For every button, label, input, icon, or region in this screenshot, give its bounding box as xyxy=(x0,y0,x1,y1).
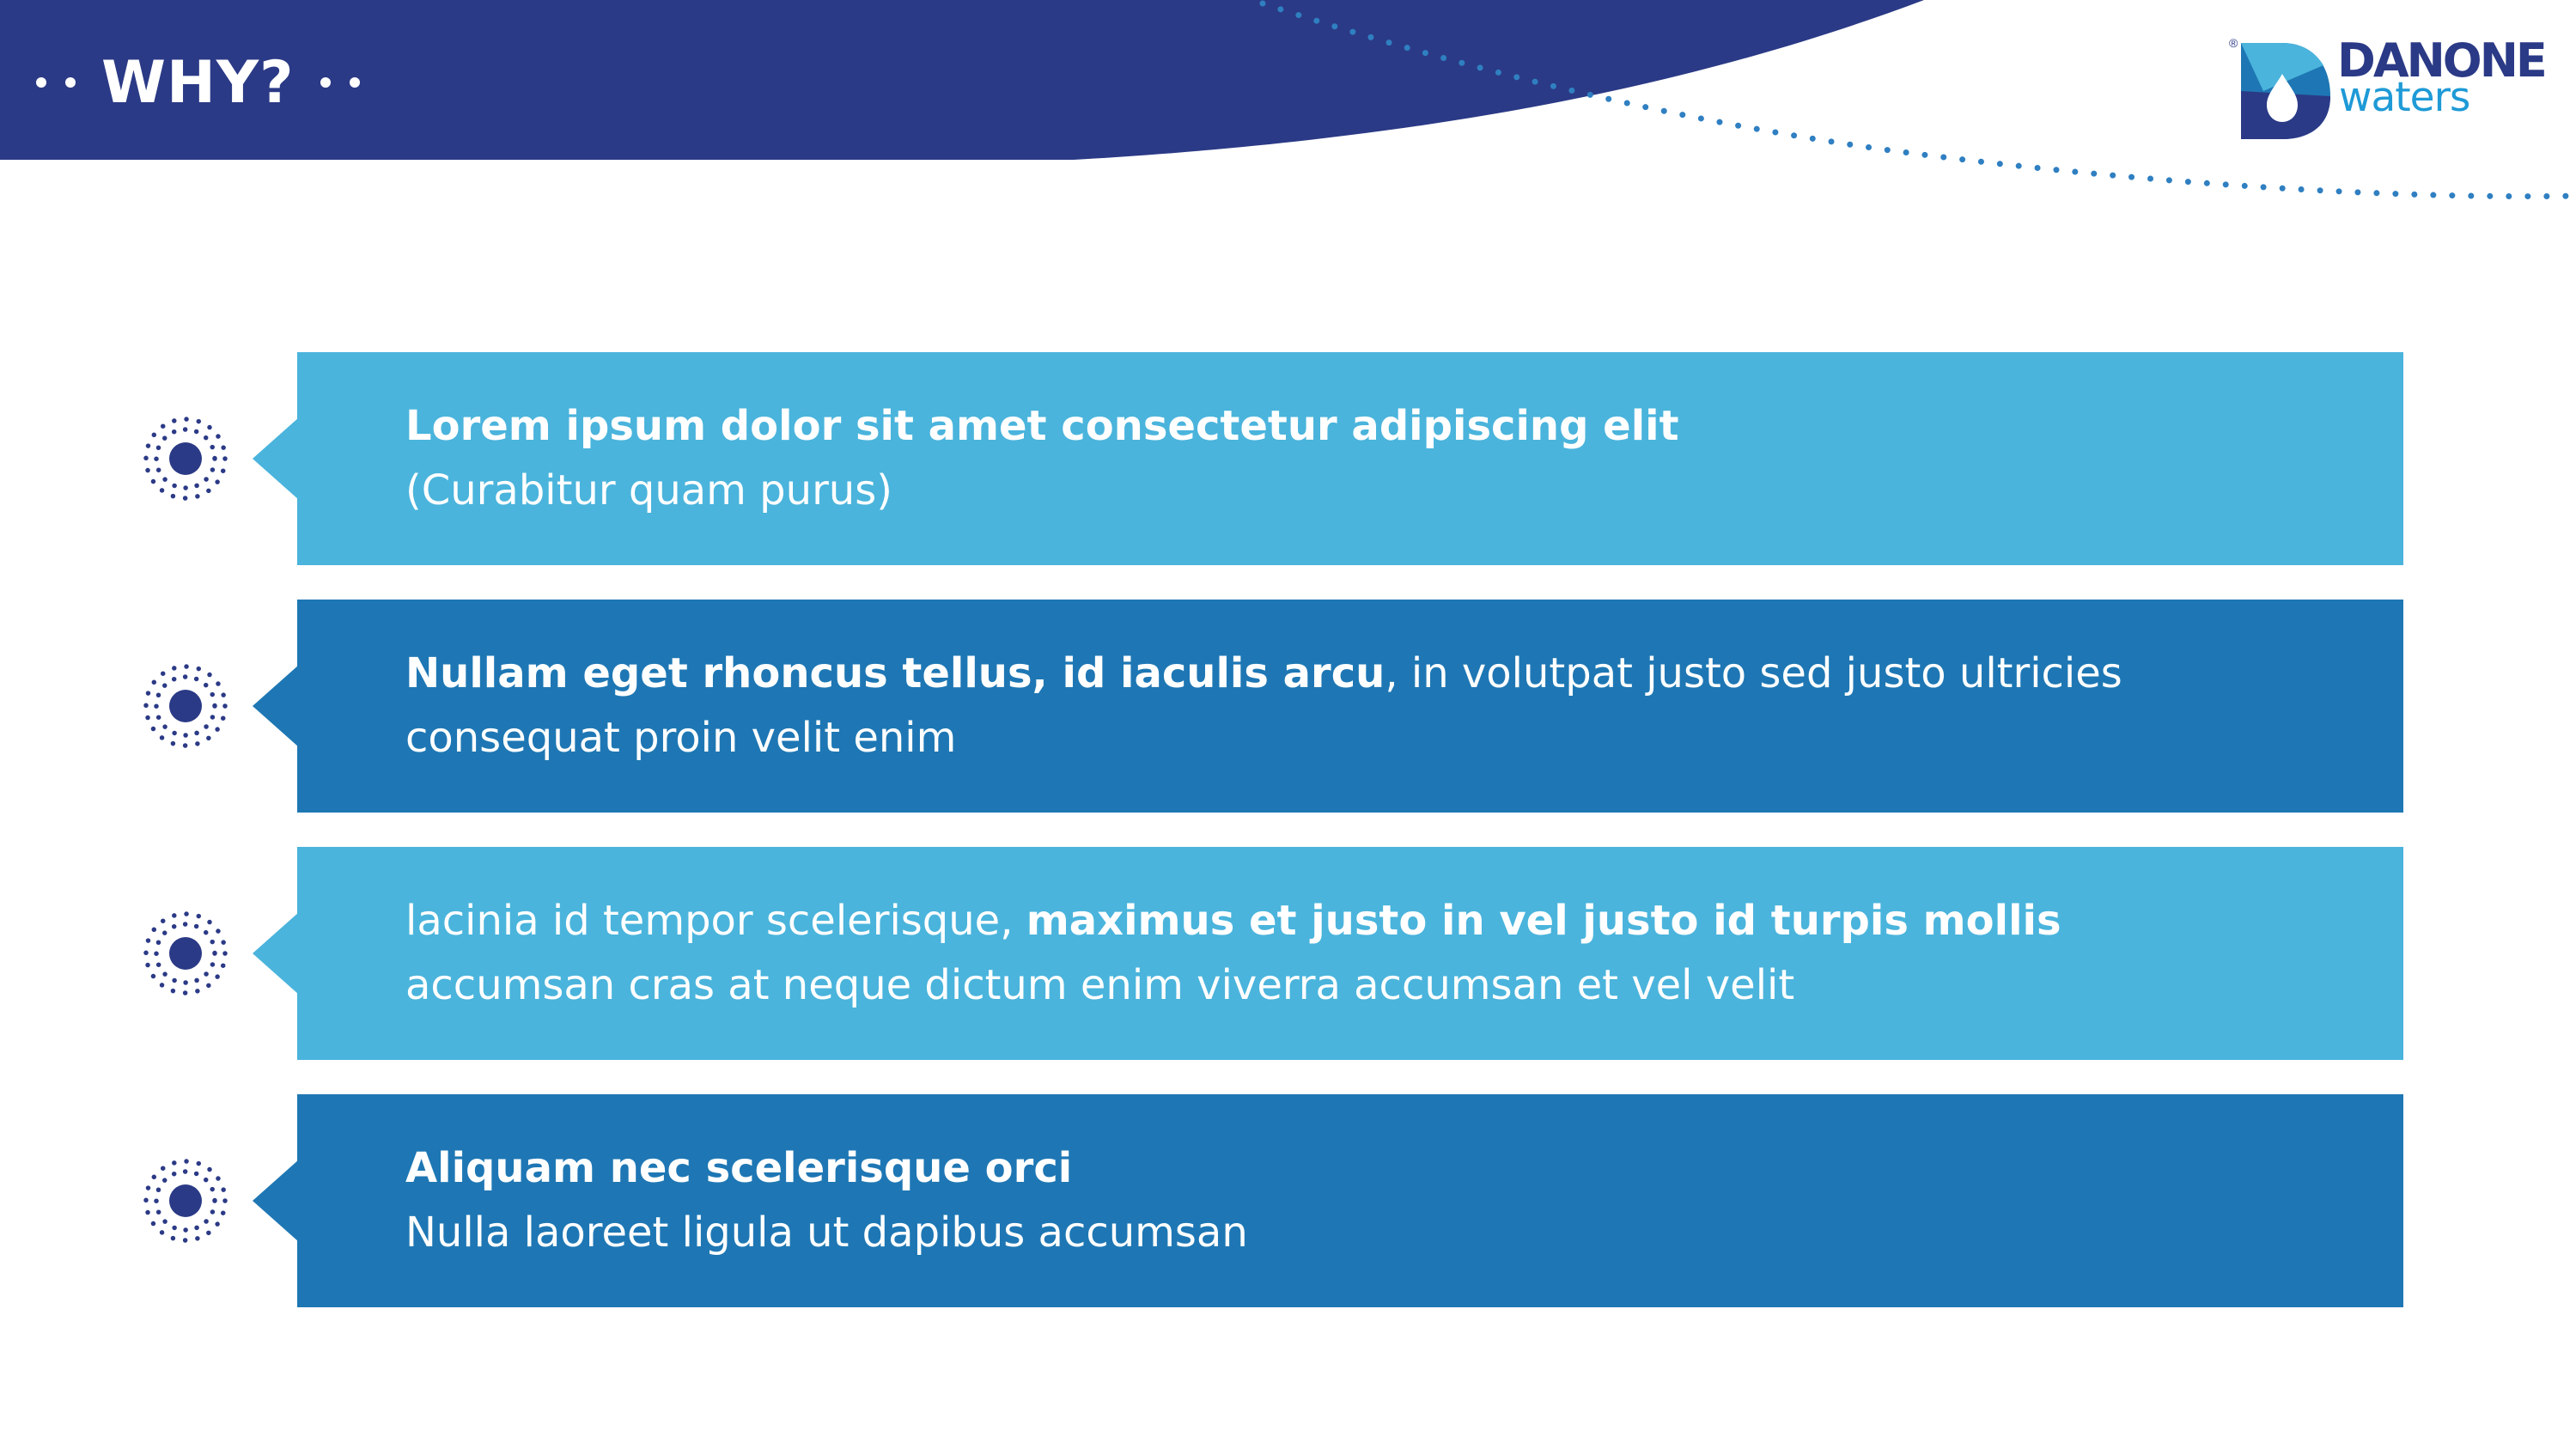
title-dots-right xyxy=(320,77,360,88)
list-item xyxy=(0,1094,2576,1307)
item-subtext: (Curabitur quam purus) xyxy=(405,466,892,514)
item-subtext: Nulla laoreet ligula ut dapibus accumsan xyxy=(405,1209,1248,1257)
title-text: WHY? xyxy=(101,48,295,117)
item-regular-text: lacinia id tempor scelerisque, xyxy=(405,897,1026,945)
callout-pointer xyxy=(253,665,299,747)
item-bold-text: Aliquam nec scelerisque orci xyxy=(405,1144,1073,1192)
logo-sub-text: waters xyxy=(2339,74,2470,121)
item-regular-text: consequat proin velit enim xyxy=(405,714,957,762)
dotted-circle-bullet-icon xyxy=(139,416,232,502)
item-text xyxy=(405,1094,2338,1307)
item-bold-text: Lorem ipsum dolor sit amet consectetur adipiscing elit xyxy=(405,402,1679,450)
item-text xyxy=(405,847,2338,1060)
danone-waters-logo xyxy=(2229,33,2545,144)
title-dots-left xyxy=(36,77,76,88)
item-bold-text: Nullam eget rhoncus tellus, id iaculis arcu xyxy=(405,649,1385,697)
logo-brand-text: DANONE xyxy=(2337,33,2545,88)
list-item xyxy=(0,847,2576,1060)
callout-pointer xyxy=(253,1160,299,1242)
callout-pointer xyxy=(253,417,299,500)
slide-title xyxy=(36,41,360,124)
item-text xyxy=(405,352,2338,565)
header-wave-decoration xyxy=(0,0,2576,223)
item-regular-text: accumsan cras at neque dictum enim viverra accumsan et vel velit xyxy=(405,961,1795,1009)
dotted-circle-bullet-icon xyxy=(139,663,232,749)
list-item xyxy=(0,352,2576,565)
logo-registered-mark: ® xyxy=(2229,36,2238,50)
item-regular-text: , in volutpat justo sed justo ultricies xyxy=(1385,649,2122,697)
dotted-circle-bullet-icon xyxy=(139,1158,232,1244)
callout-pointer xyxy=(253,912,299,995)
logo-drop-icon xyxy=(2229,36,2332,144)
item-bold-text: maximus et justo in vel justo id turpis mollis xyxy=(1026,897,2061,945)
list-item xyxy=(0,600,2576,813)
dotted-circle-bullet-icon xyxy=(139,910,232,996)
item-text xyxy=(405,600,2338,813)
